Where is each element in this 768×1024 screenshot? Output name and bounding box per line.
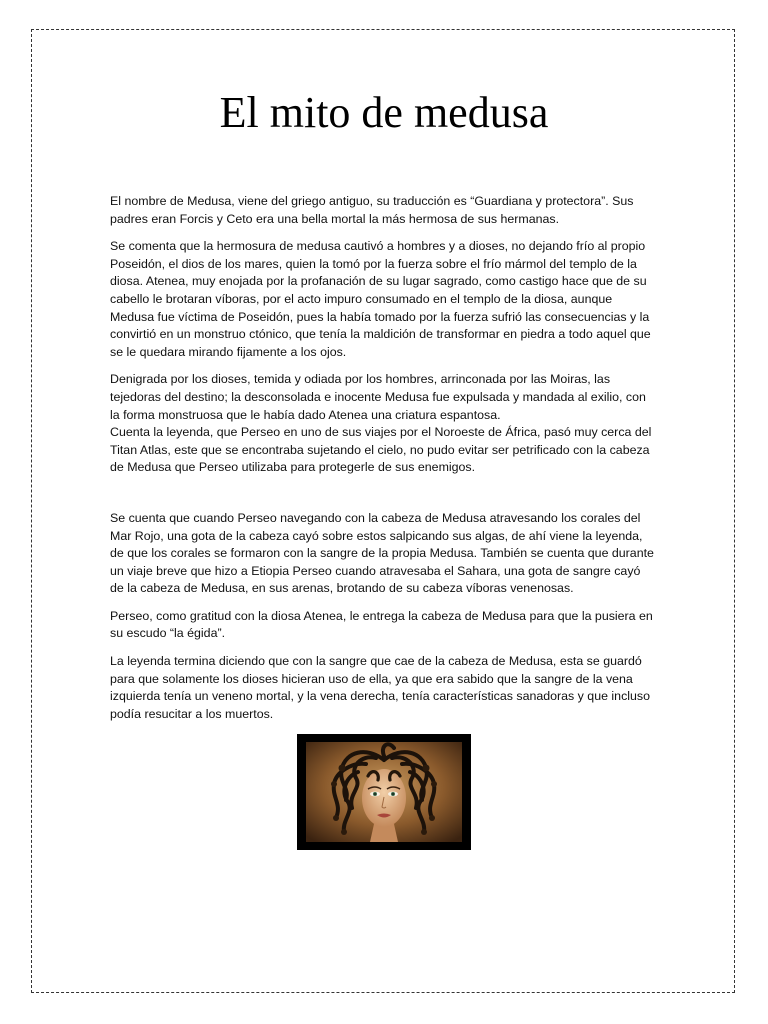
paragraph-aegis: Perseo, como gratitud con la diosa Atenea, le entrega la cabeza de Medusa para que la pusiera en su escudo “la égida”. <box>110 608 653 641</box>
paragraph-curse: Se comenta que la hermosura de medusa cautivó a hombres y a dioses, no dejando frío al propio Poseidón, el dios de los mares, quien la tomó por la fuerza sobre el frío mármol del templo de la diosa. Atenea, muy enojada por la profanación de su lugar sagrado, como castigo hace que de su cabello le brotaran víboras, por el acto impuro consumado en el templo de la diosa, aunque Medusa fue víctima de Poseidón, pues la había tomado por la fuerza sufrió las consecuencias y la convirtió en un monstruo ctónico, que tenía la maldición de transformar en piedra a todo aquel que se le quedara mirando fijamente a los ojos. <box>110 239 651 359</box>
paragraph-corals: Se cuenta que cuando Perseo navegando con la cabeza de Medusa atravesando los corales del Mar Rojo, una gota de la cabeza cayó sobre estos salpicando sus algas, de ahí viene la leyenda, de que los corales se formaron con la sangre de la propia Medusa. También se cuenta que durante un viaje breve que hizo a Etiopia Perseo cuando atravesaba el Sahara, una gota de sangre cayó de la cabeza de Medusa, en sus arenas, brotando de su cabeza víboras venenosas. <box>110 510 654 596</box>
paragraph-origin: El nombre de Medusa, viene del griego antiguo, su traducción es “Guardiana y protectora”. Sus padres eran Forcis y Ceto era una bella mortal la más hermosa de sus hermanas. <box>110 194 634 226</box>
document-body <box>110 193 656 723</box>
paragraph-blood: La leyenda termina diciendo que con la sangre que cae de la cabeza de Medusa, esta se guardó para que solamente los dioses hicieran uso de ella, ya que era sabido que la sangre de la vena izquierda tenía un veneno mortal, y la vena derecha, tenía características sanadoras y que incluso podía resucitar a los muertos. <box>110 654 650 721</box>
page-title: El mito de medusa <box>219 88 549 137</box>
medusa-image-frame <box>297 734 471 850</box>
paragraph-exile: Denigrada por los dioses, temida y odiada por los hombres, arrinconada por las Moiras, las tejedoras del destino; la desconsolada e inocente Medusa fue expulsada y mandada al exilio, con la forma monstruosa que le había dado Atenea una criatura espantosa. <box>110 372 646 422</box>
medusa-portrait-icon <box>306 742 462 842</box>
paragraph-perseo-atlas: Cuenta la leyenda, que Perseo en uno de sus viajes por el Noroeste de África, pasó muy cerca del Titan Atlas, este que se encontraba sujetando el cielo, no pudo evitar ser petrificado con la cabeza de Medusa que Perseo utilizaba para protegerle de sus enemigos. <box>110 425 652 475</box>
